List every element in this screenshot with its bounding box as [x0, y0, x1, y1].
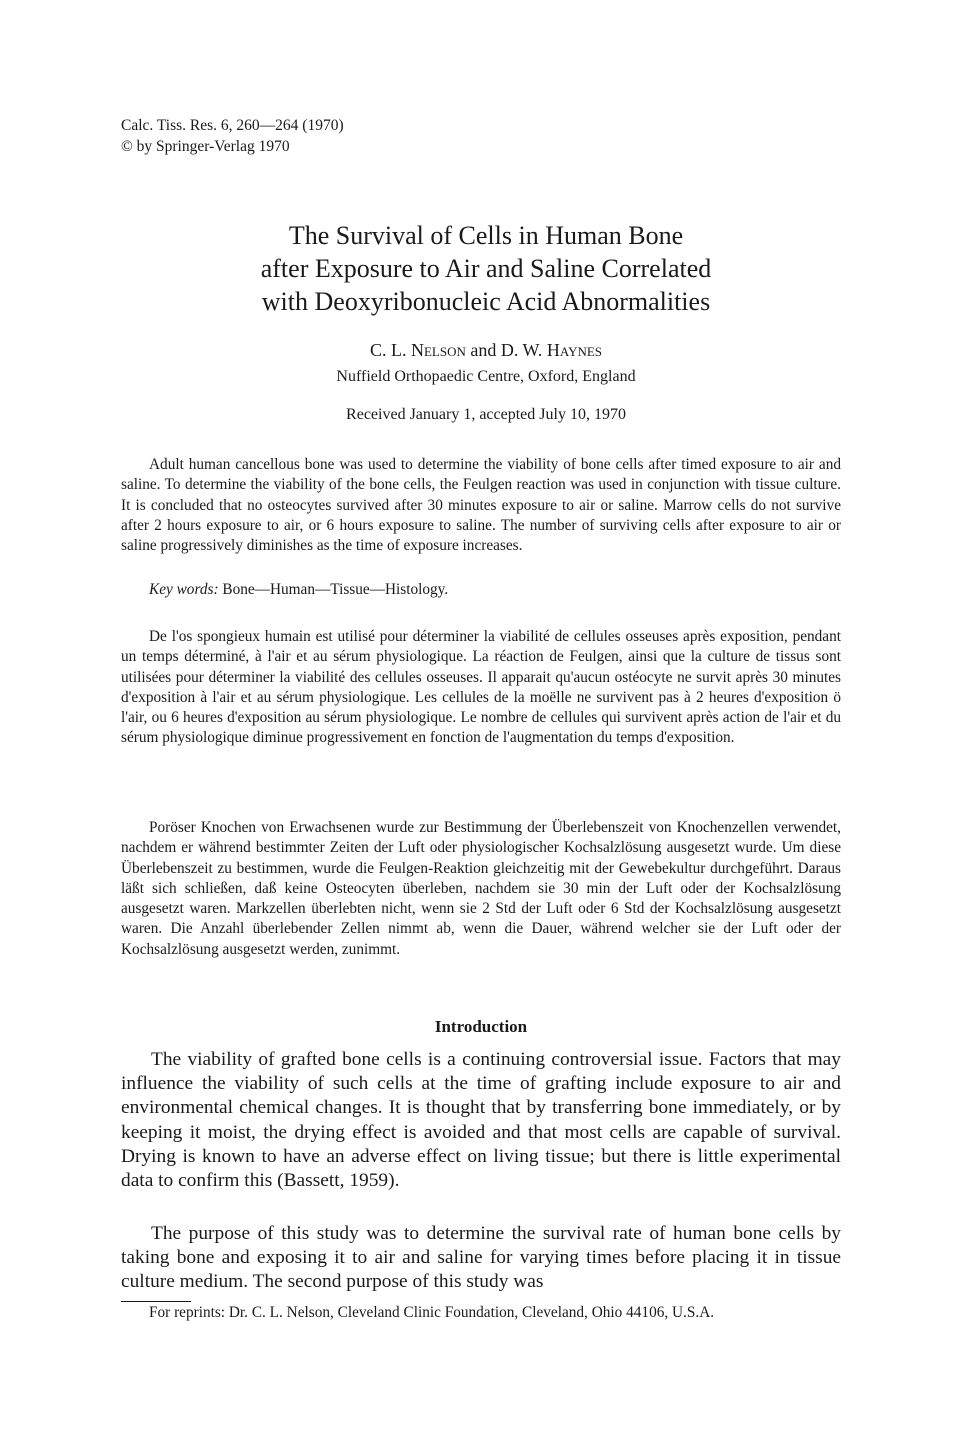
author1-initials: C. L. [369, 340, 411, 360]
title-line: The Survival of Cells in Human Bone [288, 221, 684, 250]
title-line: with Deoxyribonucleic Acid Abnormalities [261, 287, 711, 316]
journal-citation: Calc. Tiss. Res. 6, 260—264 (1970) [121, 117, 344, 134]
author2-initials: D. W. [500, 340, 547, 360]
author-list [180, 339, 792, 361]
received-dates: Received January 1, accepted July 10, 1970 [346, 406, 626, 423]
abstract-english: Adult human cancellous bone was used to determine the viability of bone cells after timed exposure to air and saline. To determine the viability of the bone cells, the Feulgen reaction was used in conjunction with tissue culture. It is concluded that no osteocytes survived after 30 minutes exposure to air or saline. Marrow cells do not survive after 2 hours exposure to air, or 6 hours exposure to saline. The number of surviving cells after exposure to air or saline progressively diminishes as the time of exposure increases. [121, 456, 841, 555]
footnote-divider [121, 1301, 191, 1302]
keywords [149, 580, 448, 600]
author1-surname: Nelson [410, 340, 466, 360]
copyright-notice: © by Springer-Verlag 1970 [121, 138, 290, 155]
title-line: after Exposure to Air and Saline Correlated [260, 254, 712, 283]
introduction-paragraph: The viability of grafted bone cells is a continuing controversial issue. Factors that may influence the viability of such cells at the time of grafting include exposure to air and environmental chemical changes. It is thought that by transferring bone immediately, or by keeping it moist, the drying effect is avoided and that most cells are capable of survival. Drying is known to have an adverse effect on living tissue; but there is little experimental data to confirm this (Bassett, 1959). [121, 1049, 841, 1192]
paper-title [180, 219, 792, 318]
keywords-value: Bone—Human—Tissue—Histology. [218, 581, 449, 598]
section-heading-introduction: Introduction [434, 1017, 528, 1036]
reprint-footnote: For reprints: Dr. C. L. Nelson, Cleveland Clinic Foundation, Cleveland, Ohio 44106, U.S.A. [149, 1304, 715, 1321]
journal-reference [121, 115, 344, 157]
author-connector: and [465, 340, 501, 360]
introduction-paragraph: The purpose of this study was to determine the survival rate of human bone cells by taking bone and exposing it to air and saline for varying times before placing it in tissue culture medium. The second purpose of this study was [121, 1223, 841, 1293]
author2-surname: Haynes [546, 340, 603, 360]
abstract-french: De l'os spongieux humain est utilisé pour déterminer la viabilité de cellules osseuses après exposition, pendant un temps déterminé, à l'air et au sérum physiologique. La réaction de Feulgen, ainsi que la culture de tissus sont utilisées pour déterminer la viabilité des cellules osseuses. Il apparait qu'aucun ostéocyte ne survit après 30 minutes d'exposition à l'air et au sérum physiologique. Les cellules de la moëlle ne survivent pas à 2 heures d'exposition ö l'air, ou 6 heures d'exposition au sérum physiologique. Le nombre de cellules qui survivent après action de l'air et du sérum physiologique diminue progressivement en fonction de l'augmentation du temps d'exposition. [121, 628, 841, 747]
affiliation: Nuffield Orthopaedic Centre, Oxford, England [336, 368, 636, 385]
keywords-label: Key words: [149, 581, 219, 598]
abstract-german: Poröser Knochen von Erwachsenen wurde zur Bestimmung der Überlebenszeit von Knochenzellen verwendet, nachdem er während bestimmter Zeiten der Luft oder physiologischer Kochsalzlösung ausgesetzt wurde. Um diese Überlebenszeit zu bestimmen, wurde die Feulgen-Reaktion gleichzeitig mit der Gewebekultur durchgeführt. Daraus läßt sich schließen, daß keine Osteocyten überleben, nachdem sie 30 min der Luft oder der Kochsalzlösung ausgesetzt waren. Markzellen überlebten nicht, wenn sie 2 Std der Luft oder 6 Std der Kochsalzlösung ausgesetzt waren. Die Anzahl überlebender Zellen nimmt ab, wenn die Dauer, während welcher sie der Luft oder der Kochsalzlösung ausgesetzt werden, zunimmt. [121, 819, 841, 958]
